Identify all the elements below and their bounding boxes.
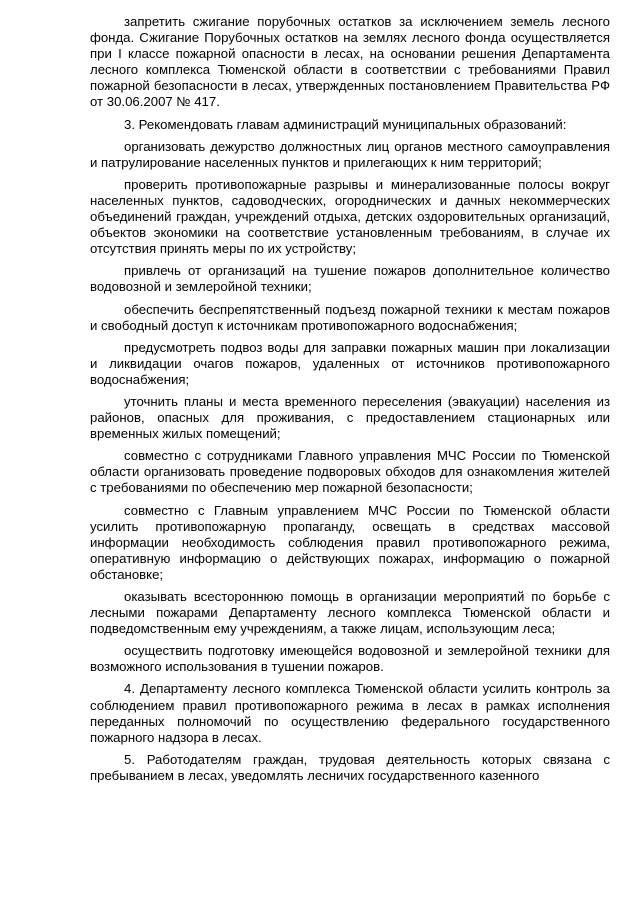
paragraph-evacuation-plans: уточнить планы и места временного переселения (эвакуации) населения из районов, опасных для проживания, с предоставлением стационарных или временных жилых помещений;	[90, 393, 610, 442]
paragraph-door-to-door: совместно с сотрудниками Главного управления МЧС России по Тюменской области организовать проведение подворовых обходов для ознакомления жителей с требованиями по обеспечению мер пожарной безопасности;	[90, 448, 610, 496]
paragraph-item-4: 4. Департаменту лесного комплекса Тюменской области усилить контроль за соблюдением правил противопожарного режима в лесах в рамках исполнения переданных полномочий по осуществлению федерального государственного пожарного надзора в лесах.	[90, 681, 610, 745]
paragraph-ensure-access: обеспечить беспрепятственный подъезд пожарной техники к местам пожаров и свободный доступ к источникам противопожарного водоснабжения;	[90, 301, 610, 333]
paragraph-item-5: 5. Работодателям граждан, трудовая деятельность которых связана с пребыванием в лесах, уведомлять лесничих государственного казенного	[90, 751, 610, 783]
paragraph-assistance: оказывать всестороннюю помощь в организации мероприятий по борьбе с лесными пожарами Департаменту лесного комплекса Тюменской области и подведомственным ему учреждениям, а также лицам, использующим леса;	[90, 589, 610, 637]
paragraph-water-delivery: предусмотреть подвоз воды для заправки пожарных машин при локализации и ликвидации очагов пожаров, удаленных от источников противопожарного водоснабжения;	[90, 339, 610, 387]
document-page	[90, 14, 610, 790]
paragraph-item-3-heading: 3. Рекомендовать главам администраций муниципальных образований:	[124, 116, 567, 132]
paragraph-attract-equipment: привлечь от организаций на тушение пожаров дополнительное количество водовозной и землеройной техники;	[90, 263, 610, 295]
paragraph-organize-duty: организовать дежурство должностных лиц органов местного самоуправления и патрулирование населенных пунктов и прилегающих к ним территорий;	[90, 138, 610, 170]
paragraph-fire-propaganda: совместно с Главным управлением МЧС России по Тюменской области усилить противопожарную пропаганду, освещать в средствах массовой информации необходимость соблюдения правил противопожарного режима, оперативную информацию о действующих пожарах, информацию о пожарной обстановке;	[90, 502, 610, 582]
paragraph-prepare-equipment: осуществить подготовку имеющейся водовозной и землеройной техники для возможного использования в тушении пожаров.	[90, 643, 610, 675]
paragraph-check-firebreaks: проверить противопожарные разрывы и минерализованные полосы вокруг населенных пунктов, садоводческих, огороднических и дачных некоммерческих объединений граждан, учреждений отдыха, детских оздоровительных организаций, объектов экономики на соответствие установленным требованиям, в случае их отсутствия принять меры по их устройству;	[90, 176, 610, 257]
paragraph-burning-restriction: запретить сжигание порубочных остатков за исключением земель лесного фонда. Сжигание Порубочных остатков на землях лесного фонда осуществляется при I классе пожарной опасности в лесах, на основании решения Департамента лесного комплекса Тюменской области в соответствии с требованиями Правил пожарной безопасности в лесах, утвержденных постановлением Правительства РФ от 30.06.2007 № 417.	[90, 14, 610, 110]
